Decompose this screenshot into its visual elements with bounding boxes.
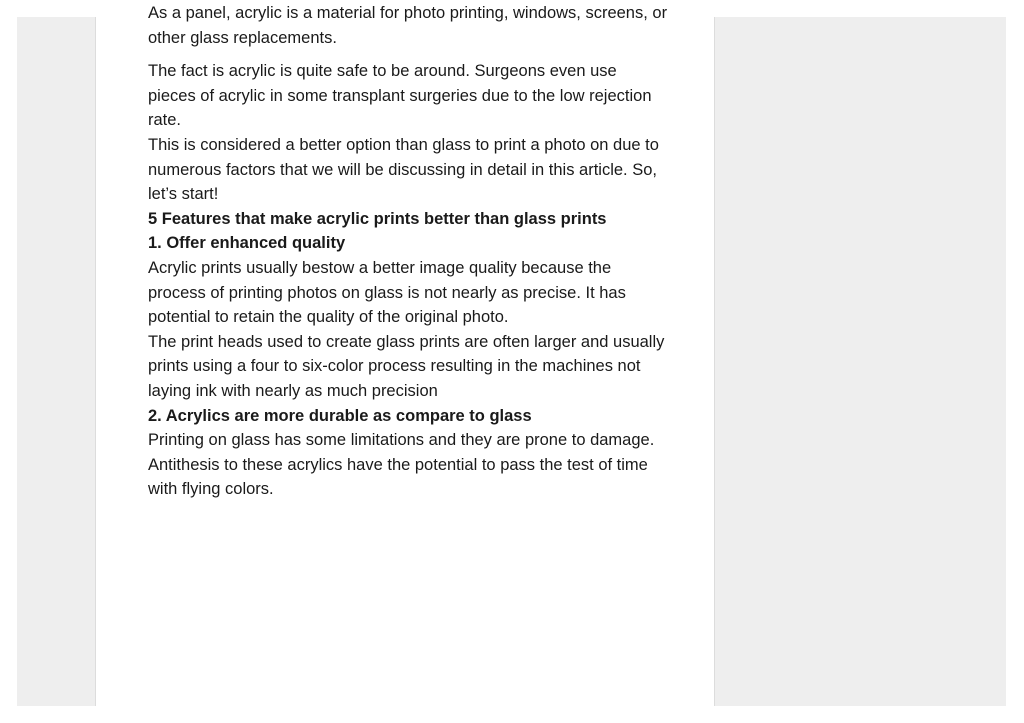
article-content [148, 1, 668, 502]
paragraph-intro: As a panel, acrylic is a material for photo printing, windows, screens, or other glass replacements. [148, 4, 668, 47]
article-column [95, 4, 715, 706]
paragraph-quality-2: The print heads used to create glass prints are often larger and usually prints using a four to six-color process resulting in the machines not laying ink with nearly as much precision [148, 332, 665, 400]
paragraph-quality-1: Acrylic prints usually bestow a better image quality because the process of printing photos on glass is not nearly as precise. It has potential to retain the quality of the original photo. [148, 258, 626, 327]
heading-feature-1: 1. Offer enhanced quality [148, 234, 346, 253]
heading-feature-2: 2. Acrylics are more durable as compare to glass [148, 406, 532, 425]
paragraph-spacer [148, 50, 668, 59]
heading-features: 5 Features that make acrylic prints better than glass prints [148, 209, 607, 228]
paragraph-better-option: This is considered a better option than glass to print a photo on due to numerous factors that we will be discussing in detail in this article. So, let’s start! [148, 135, 659, 204]
page-viewport [17, 4, 1006, 706]
paragraph-safety: The fact is acrylic is quite safe to be around. Surgeons even use pieces of acrylic in some transplant surgeries due to the low rejection rate. [148, 62, 652, 130]
paragraph-durable-1: Printing on glass has some limitations and they are prone to damage. Antithesis to these acrylics have the potential to pass the test of time with flying colors. [148, 431, 655, 499]
